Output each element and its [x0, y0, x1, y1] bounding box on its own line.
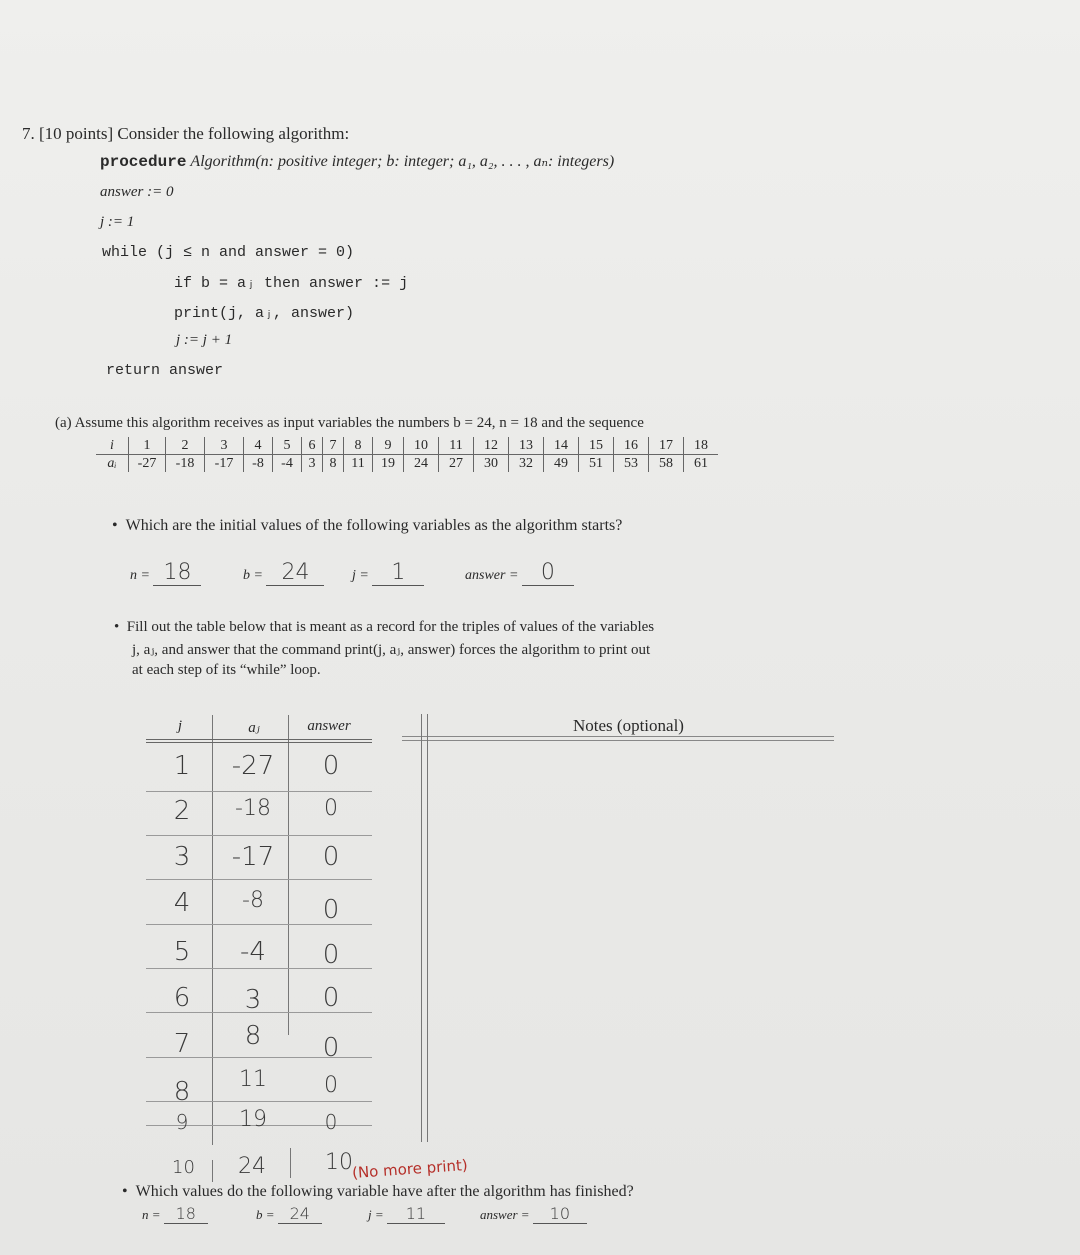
seq-i-cell: 4	[244, 437, 273, 455]
rec-a: -17	[231, 842, 275, 872]
final-answer	[480, 1204, 587, 1224]
initial-b-value: 24	[266, 560, 324, 586]
final-answer-value: 10	[533, 1204, 587, 1224]
seq-i-cell: 12	[474, 437, 509, 455]
rec-ans: 0	[322, 1033, 340, 1063]
seq-i-cell: 15	[579, 437, 614, 455]
rec-ans: 0	[322, 751, 340, 781]
seq-a-cell: 51	[579, 455, 614, 473]
rec-j: 6	[173, 983, 191, 1013]
rec-header-j: j	[177, 718, 183, 734]
seq-i-cell: 14	[544, 437, 579, 455]
seq-i-cell: 13	[509, 437, 544, 455]
rec-a: 3	[244, 985, 262, 1015]
seq-a-cell: -4	[273, 455, 302, 473]
rec-divider-last	[290, 1148, 291, 1178]
seq-a-cell: 24	[404, 455, 439, 473]
seq-i-cell: 17	[649, 437, 684, 455]
seq-a-cell: 30	[474, 455, 509, 473]
initial-n-label: n =	[130, 568, 150, 583]
seq-a-cell: -18	[166, 455, 205, 473]
rec-ans: 0	[324, 1073, 338, 1098]
final-b-value: 24	[278, 1204, 322, 1224]
initial-b-label: b =	[243, 568, 263, 583]
final-n-value: 18	[164, 1204, 208, 1224]
rec-header-answer: answer	[307, 718, 351, 734]
initial-question-text: Which are the initial values of the following variables as the algorithm starts?	[125, 517, 623, 534]
final-question-text: Which values do the following variable have after the algorithm has finished?	[135, 1183, 634, 1200]
no-more-print-note: (No more print)	[351, 1155, 469, 1183]
fill-line-2: j, aⱼ, and answer that the command print(j, aⱼ, answer) forces the algorithm to print out	[132, 642, 651, 658]
final-j-value: 11	[387, 1204, 445, 1224]
final-n	[142, 1204, 208, 1224]
part-a-intro: (a) Assume this algorithm receives as input variables the numbers b = 24, n = 18 and the sequence	[55, 415, 644, 431]
initial-answer	[465, 560, 574, 586]
rec-j: 1	[173, 751, 191, 781]
rec-a: -27	[231, 751, 275, 781]
final-b	[256, 1204, 322, 1224]
final-n-label: n =	[142, 1207, 161, 1222]
procedure-keyword: procedure	[100, 153, 187, 171]
seq-i-cell: 3	[205, 437, 244, 455]
sequence-index-row	[96, 437, 718, 455]
rec-header-rule	[146, 742, 372, 743]
rec-header-rule	[146, 739, 372, 740]
seq-i-cell: 2	[166, 437, 205, 455]
rec-a-last: 24	[238, 1154, 266, 1179]
initial-j-value: 1	[372, 560, 424, 586]
bullet-icon: •	[122, 1183, 136, 1200]
final-answer-label: answer =	[480, 1207, 530, 1222]
initial-n-value: 18	[153, 560, 201, 586]
fill-instruction-1	[114, 619, 654, 636]
seq-a-cell: 3	[302, 455, 323, 473]
seq-i-cell: 8	[344, 437, 373, 455]
notes-rule	[402, 740, 834, 741]
rec-header-a: aⱼ	[248, 720, 260, 736]
rec-ans: 0	[324, 1110, 338, 1134]
if-line: if b = aⱼ then answer := j	[174, 275, 409, 292]
initial-values-question	[112, 517, 622, 535]
rec-col-divider	[288, 715, 289, 1035]
rec-j: 5	[173, 937, 191, 967]
seq-i-cell: 16	[614, 437, 649, 455]
record-table	[146, 715, 382, 1145]
increment-line: j := j + 1	[176, 332, 233, 348]
seq-i-cell: 5	[273, 437, 302, 455]
notes-divider	[421, 714, 422, 1142]
seq-i-cell: 18	[684, 437, 719, 455]
initial-j	[352, 560, 424, 586]
rec-j: 8	[173, 1077, 191, 1107]
seq-a-cell: 32	[509, 455, 544, 473]
seq-i-label: i	[96, 437, 129, 455]
rec-j: 7	[173, 1029, 191, 1059]
rec-divider-last	[212, 1160, 213, 1182]
final-values-question	[122, 1183, 634, 1201]
seq-a-cell: 61	[684, 455, 719, 473]
j-init-line: j := 1	[100, 214, 135, 230]
notes-divider	[427, 714, 428, 1142]
print-line: print(j, aⱼ, answer)	[174, 305, 355, 322]
rec-j-last: 10	[172, 1157, 195, 1178]
final-j	[368, 1204, 445, 1224]
initial-n	[130, 560, 201, 586]
bullet-icon: •	[114, 619, 127, 635]
rec-row-rule	[146, 835, 372, 836]
rec-ans: 0	[322, 895, 340, 925]
fill-line-3: at each step of its “while” loop.	[132, 662, 321, 678]
seq-i-cell: 7	[323, 437, 344, 455]
rec-a: 8	[244, 1021, 262, 1051]
rec-j: 4	[173, 888, 191, 918]
seq-a-cell: 19	[373, 455, 404, 473]
return-line: return answer	[106, 362, 224, 379]
seq-a-cell: -17	[205, 455, 244, 473]
notes-rule	[402, 736, 834, 737]
seq-i-cell: 1	[129, 437, 166, 455]
initial-answer-label: answer =	[465, 568, 519, 583]
seq-a-cell: 49	[544, 455, 579, 473]
seq-a-label: aᵢ	[107, 455, 117, 471]
seq-i-cell: 10	[404, 437, 439, 455]
seq-a-cell: 53	[614, 455, 649, 473]
problem-heading: 7. [10 points] Consider the following algorithm:	[22, 124, 350, 143]
seq-i-cell: 9	[373, 437, 404, 455]
seq-i-cell: 6	[302, 437, 323, 455]
seq-a-cell: 8	[323, 455, 344, 473]
procedure-line	[100, 151, 614, 171]
final-b-label: b =	[256, 1207, 275, 1222]
rec-a: -18	[235, 796, 271, 821]
rec-ans: 0	[324, 796, 338, 821]
rec-j: 2	[173, 796, 191, 826]
rec-col-divider	[212, 715, 213, 1145]
rec-j: 9	[175, 1110, 189, 1134]
rec-ans: 0	[322, 983, 340, 1013]
seq-a-cell: -8	[244, 455, 273, 473]
sequence-value-row	[96, 455, 718, 473]
initial-b	[243, 560, 324, 586]
answer-init-line: answer := 0	[100, 184, 174, 200]
rec-a: 19	[239, 1107, 267, 1132]
seq-a-cell: -27	[129, 455, 166, 473]
rec-a: 11	[239, 1067, 267, 1092]
rec-j: 3	[173, 842, 191, 872]
sequence-table	[96, 437, 718, 472]
procedure-signature: Algorithm(n: positive integer; b: integer; a₁, a₂, . . . , aₙ: integers)	[190, 153, 615, 170]
rec-ans: 0	[322, 940, 340, 970]
notes-header: Notes (optional)	[573, 716, 684, 735]
rec-ans-last: 10	[325, 1150, 353, 1175]
initial-j-label: j =	[352, 568, 369, 583]
rec-row-rule	[146, 879, 372, 880]
bullet-icon: •	[112, 517, 126, 534]
rec-ans: 0	[322, 842, 340, 872]
rec-row-rule	[146, 791, 372, 792]
fill-line-1: Fill out the table below that is meant as a record for the triples of values of the variables	[126, 619, 655, 635]
initial-answer-value: 0	[522, 560, 574, 586]
seq-a-cell: 58	[649, 455, 684, 473]
seq-a-cell: 27	[439, 455, 474, 473]
rec-a: -4	[240, 937, 266, 967]
final-j-label: j =	[368, 1207, 384, 1222]
while-line: while (j ≤ n and answer = 0)	[102, 244, 355, 261]
seq-a-cell: 11	[344, 455, 373, 473]
rec-a: -8	[242, 888, 264, 913]
seq-i-cell: 11	[439, 437, 474, 455]
